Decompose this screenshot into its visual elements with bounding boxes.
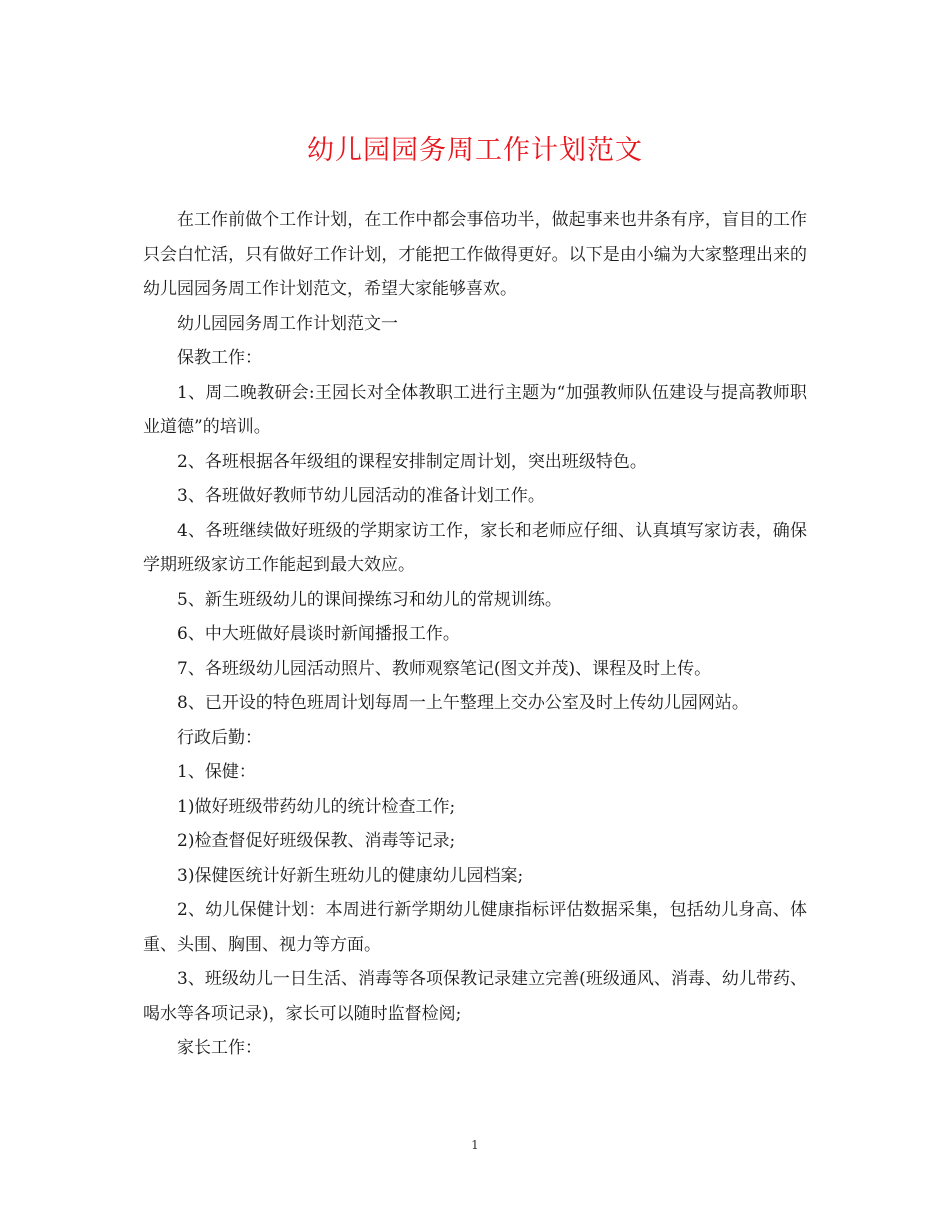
admin-subitem-2: 2)检查督促好班级保教、消毒等记录; bbox=[177, 831, 456, 851]
teaching-item-5: 5、新生班级幼儿的课间操练习和幼儿的常规训练。 bbox=[177, 589, 562, 610]
section-heading-plan-one: 幼儿园园务周工作计划范文一 bbox=[177, 313, 398, 334]
teaching-item-6: 6、中大班做好晨谈时新闻播报工作。 bbox=[177, 624, 460, 644]
intro-paragraph: 在工作前做个工作计划，在工作中都会事倍功半，做起事来也井条有序，盲目的工作只会白忙活，只有做好工作计划，才能把工作做得更好。以下是由小编为大家整理出来的幼儿园园务周工作计划范文，希望大家能够喜欢。 bbox=[143, 210, 807, 299]
admin-item-3: 3、班级幼儿一日生活、消毒等各项保教记录建立完善(班级通风、消毒、幼儿带药、喝水等各项记录)，家长可以随时监督检阅; bbox=[143, 969, 807, 1024]
admin-subitem-1: 1)做好班级带药幼儿的统计检查工作; bbox=[177, 796, 456, 817]
admin-item-1: 1、保健： bbox=[177, 762, 256, 782]
teaching-item-8: 8、已开设的特色班周计划每周一上午整理上交办公室及时上传幼儿园网站。 bbox=[177, 693, 749, 713]
section-heading-parents: 家长工作： bbox=[177, 1038, 262, 1058]
document-title: 幼儿园园务周工作计划范文 bbox=[307, 135, 643, 166]
teaching-item-1: 1、周二晚教研会:王园长对全体教职工进行主题为“加强教师队伍建设与提高教师职业道德”的培训。 bbox=[143, 382, 807, 437]
section-heading-admin: 行政后勤： bbox=[177, 727, 262, 748]
admin-subitem-3: 3)保健医统计好新生班幼儿的健康幼儿园档案; bbox=[177, 865, 524, 886]
admin-item-2: 2、幼儿保健计划：本周进行新学期幼儿健康指标评估数据采集，包括幼儿身高、体重、头围、胸围、视力等方面。 bbox=[143, 900, 807, 955]
teaching-item-2: 2、各班根据各年级组的课程安排制定周计划，突出班级特色。 bbox=[177, 451, 647, 472]
document-body bbox=[143, 203, 807, 1066]
teaching-item-4: 4、各班继续做好班级的学期家访工作，家长和老师应仔细、认真填写家访表，确保学期班级家访工作能起到最大效应。 bbox=[143, 520, 807, 575]
teaching-item-3: 3、各班做好教师节幼儿园活动的准备计划工作。 bbox=[177, 486, 545, 506]
teaching-item-7: 7、各班级幼儿园活动照片、教师观察笔记(图文并茂)、课程及时上传。 bbox=[177, 658, 712, 679]
page-number: 1 bbox=[471, 1138, 479, 1152]
section-heading-teaching: 保教工作： bbox=[177, 348, 262, 368]
